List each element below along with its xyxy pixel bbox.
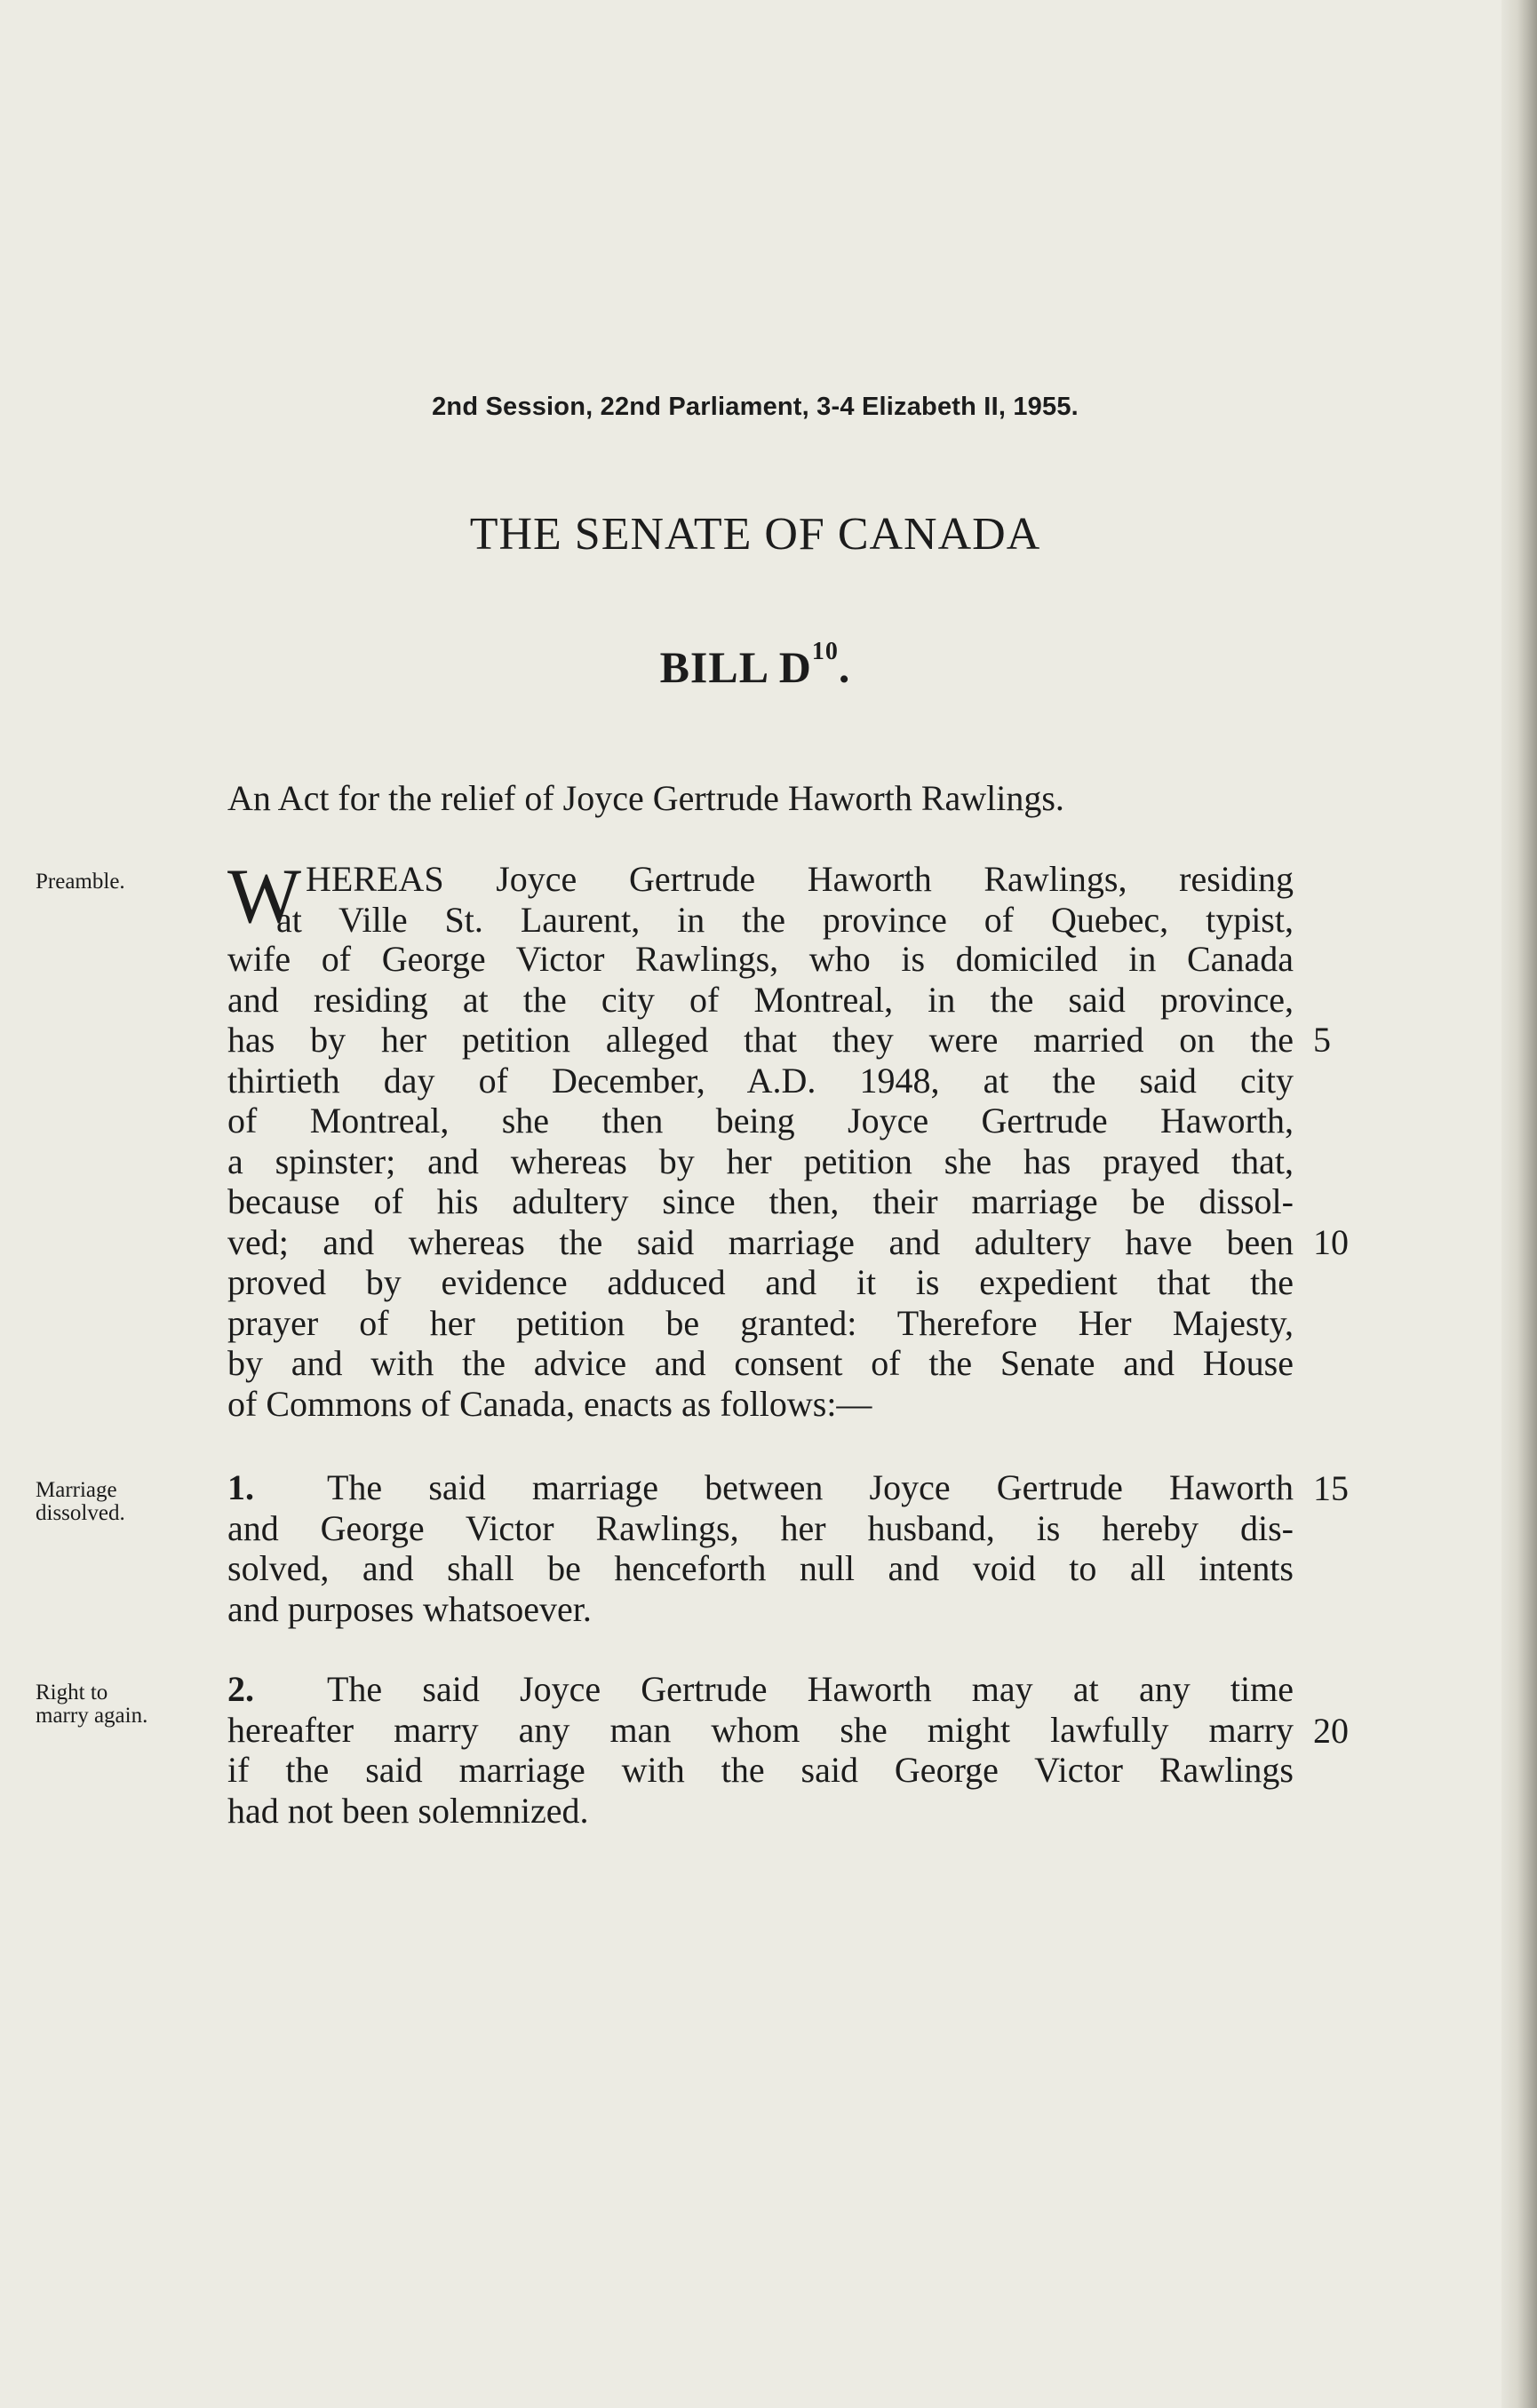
margin-note-right-to-marry: Right to marry again. [36,1681,148,1728]
preamble-line: prayer of her petition be granted: Therefore Her Majesty, [227,1302,1294,1343]
section-2-line: hereafter marry any man whom she might lawfully marry [227,1709,1294,1750]
line-number: 10 [1313,1222,1349,1262]
senate-title: THE SENATE OF CANADA [469,509,1041,560]
preamble-line: of Commons of Canada, enacts as follows:— [227,1383,872,1424]
preamble-body [227,939,1294,1424]
section-1-line: solved, and shall be henceforth null and void to all intents [227,1548,1294,1588]
line-number: 15 [1313,1468,1349,1508]
margin-note-marriage-dissolved: Marriage dissolved. [36,1478,125,1525]
section-1-number: 1. [227,1467,254,1507]
drop-cap: W [227,854,302,940]
preamble-line: and residing at the city of Montreal, in the said province, [227,979,1294,1020]
section-2-line: if the said marriage with the said George Victor Rawlings [227,1750,1294,1790]
line-number: 20 [1313,1711,1349,1751]
session-line: 2nd Session, 22nd Parliament, 3-4 Elizabeth II, 1955. [432,393,1079,421]
preamble-line: a spinster; and whereas by her petition she has prayed that, [227,1140,1294,1181]
line-number: 5 [1313,1020,1331,1060]
preamble-line: ved; and whereas the said marriage and adultery have been [227,1221,1294,1262]
bill-label: BILL D [659,642,812,692]
preamble-line: proved by evidence adduced and it is expedient that the [227,1262,1294,1302]
bill-suffix: . [838,642,851,692]
preamble-line: because of his adultery since then, their marriage be dissol- [227,1181,1294,1221]
bill-title [0,638,1510,693]
section-2-line: had not been solemnized. [227,1790,589,1831]
section-2 [227,1669,1294,1831]
section-1-line: 1. The said marriage between Joyce Gertrude Haworth [227,1467,1294,1507]
preamble-line: has by her petition alleged that they were married on the [227,1020,1294,1060]
margin-note-preamble: Preamble. [36,870,125,894]
preamble-line: wife of George Victor Rawlings, who is domiciled in Canada [227,939,1294,979]
section-2-line: 2. The said Joyce Gertrude Haworth may at any time [227,1669,1294,1709]
preamble-line: thirtieth day of December, A.D. 1948, at the said city [227,1060,1294,1101]
act-title: An Act for the relief of Joyce Gertrude Haworth Rawlings. [227,778,1064,818]
preamble-line: of Montreal, she then being Joyce Gertrude Haworth, [227,1101,1294,1140]
section-2-number: 2. [227,1669,254,1709]
preamble-line: by and with the advice and consent of the Senate and House [227,1343,1294,1383]
section-1-line: and purposes whatsoever. [227,1588,592,1629]
page-edge [1501,0,1537,2408]
preamble-line: at Ville St. Laurent, in the province of Quebec, typist, [276,899,1294,940]
preamble-line: HEREAS Joyce Gertrude Haworth Rawlings, residing [306,859,1294,899]
section-1 [227,1467,1294,1629]
section-1-line: and George Victor Rawlings, her husband, is hereby dis- [227,1507,1294,1548]
bill-number: 10 [811,638,839,665]
